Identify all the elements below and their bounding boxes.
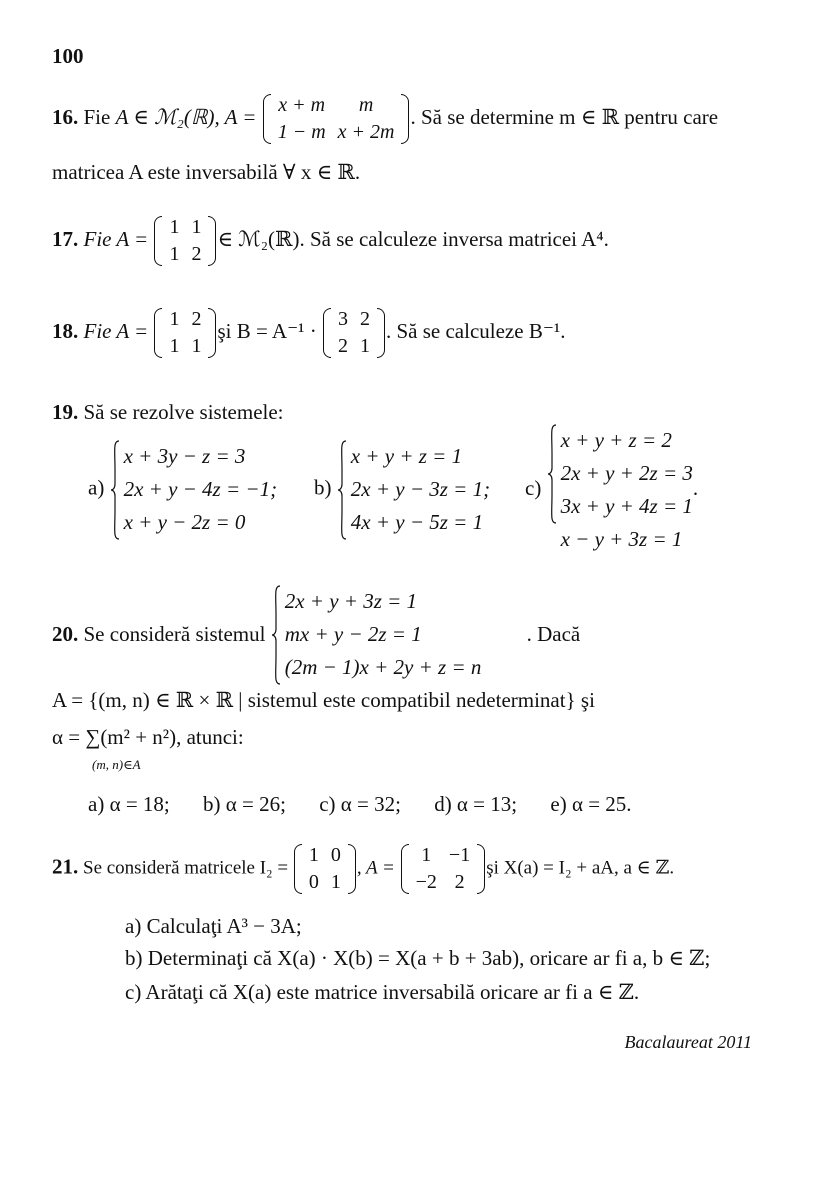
problem-17 <box>52 214 609 268</box>
matrix-cell: 2 <box>454 871 465 893</box>
equation: (2m − 1)x + 2y + z = n <box>284 655 482 679</box>
equation-system <box>337 440 490 539</box>
matrix-A <box>153 214 217 268</box>
problem-text: Să se rezolve sistemele: <box>83 400 284 424</box>
system-label: a) <box>88 475 105 500</box>
answer-option: e) α = 25. <box>550 792 632 816</box>
equation: mx + y − 2z = 1 <box>284 622 422 646</box>
matrix-cell: 1 − m <box>277 121 326 143</box>
problem-text: . Să se determine m ∈ ℝ pentru care <box>410 104 719 129</box>
problem-text: şi X(a) = I₂ + aA, a ∈ ℤ. <box>486 857 675 879</box>
matrix-cell: 1 <box>169 216 180 238</box>
matrix-B <box>322 306 386 360</box>
matrix-cell: 2 <box>359 308 370 330</box>
problem-text: Se consideră sistemul <box>83 622 266 646</box>
source-credit: Bacalaureat 2011 <box>624 1032 752 1052</box>
matrix-cell: 3 <box>337 308 348 330</box>
problem-number: 21. <box>52 854 79 879</box>
matrix-cell: 1 <box>359 335 370 357</box>
problem-text: . Să se calculeze B⁻¹. <box>385 318 566 343</box>
equation: 2x + y + 3z = 1 <box>284 589 418 613</box>
matrix-cell: −1 <box>448 844 471 866</box>
equation-system <box>271 585 482 684</box>
problem-text: , A = <box>356 857 395 879</box>
equation-system <box>547 424 693 556</box>
brace-icon <box>271 585 281 685</box>
matrix-cell: 2 <box>337 335 348 357</box>
problem-number: 19. <box>52 400 79 424</box>
system-a <box>88 440 277 539</box>
matrix-cell: −2 <box>415 871 437 893</box>
problem-19 <box>52 400 284 425</box>
problem-text: Se consideră matricele I₂ = <box>83 857 289 879</box>
problem-number: 18. <box>52 318 79 343</box>
matrix-A <box>153 306 217 360</box>
matrix-cell: 0 <box>308 871 319 893</box>
problem-text: ∈ ℳ₂(ℝ). Să se calculeze inversa matricei A⁴. <box>217 226 609 251</box>
system-label: c) <box>525 475 542 500</box>
problem-16-line2: matricea A este inversabilă ∀ x ∈ ℝ. <box>52 160 361 184</box>
matrix-cell: 1 <box>330 871 341 893</box>
matrix-cell: x + 2m <box>337 121 395 143</box>
brace-icon <box>547 424 557 524</box>
equation: x + 3y − z = 3 <box>123 444 246 468</box>
problem-number: 16. <box>52 104 79 129</box>
matrix-cell: 1 <box>191 335 202 357</box>
problem-text: Fie <box>83 104 111 129</box>
equation: x + y + z = 2 <box>560 428 672 452</box>
problem-text: Fie A = <box>83 318 149 343</box>
equation: 2x + y − 4z = −1; <box>123 477 278 501</box>
sum-index: (m, n)∈A <box>92 757 141 772</box>
system-b <box>314 440 490 539</box>
problem-text: Fie A = <box>83 226 149 251</box>
problem-text: A ∈ ℳ₂(ℝ), A = <box>115 104 257 129</box>
matrix-I2 <box>293 842 357 896</box>
answer-option: c) α = 32; <box>319 792 401 816</box>
matrix-cell: 0 <box>330 844 341 866</box>
matrix-cell: 1 <box>169 308 180 330</box>
sub-item-a: a) Calculaţi A³ − 3A; <box>125 914 302 938</box>
answer-option: b) α = 26; <box>203 792 286 816</box>
equation: 4x + y − 5z = 1 <box>350 510 484 534</box>
page-number: 100 <box>52 44 84 68</box>
matrix-A <box>262 92 411 146</box>
equation: x − y + 3z = 1 <box>560 527 683 551</box>
system-c <box>525 424 698 556</box>
matrix-cell: 1 <box>421 844 432 866</box>
answer-options <box>88 792 632 817</box>
problem-18 <box>52 306 565 360</box>
matrix-cell: m <box>358 94 374 116</box>
matrix-A <box>400 842 487 896</box>
equation: 3x + y + 4z = 1 <box>560 494 693 518</box>
alpha-definition: α = ∑(m² + n²), atunci: <box>52 725 244 749</box>
brace-icon <box>337 440 347 540</box>
sub-item-b: b) Determinaţi că X(a) · X(b) = X(a + b + 3ab), oricare ar fi a, b ∈ ℤ; <box>125 946 711 970</box>
answer-option: d) α = 13; <box>434 792 518 816</box>
equation-system <box>110 440 278 539</box>
equation: x + y + z = 1 <box>350 444 463 468</box>
problem-21 <box>52 842 674 896</box>
system-end: . <box>692 475 699 500</box>
answer-option: a) α = 18; <box>88 792 170 816</box>
matrix-cell: x + m <box>278 94 326 116</box>
matrix-cell: 1 <box>308 844 319 866</box>
matrix-cell: 2 <box>191 243 202 265</box>
system-label: b) <box>314 475 332 500</box>
matrix-cell: 1 <box>191 216 202 238</box>
matrix-cell: 1 <box>169 335 180 357</box>
matrix-cell: 2 <box>191 308 202 330</box>
set-definition: A = {(m, n) ∈ ℝ × ℝ | sistemul este compatibil nedeterminat} şi <box>52 688 595 712</box>
sub-item-c: c) Arătaţi că X(a) este matrice inversabilă oricare ar fi a ∈ ℤ. <box>125 980 640 1004</box>
problem-text: şi B = A⁻¹ · <box>217 318 317 343</box>
problem-16 <box>52 92 718 146</box>
problem-number: 17. <box>52 226 79 251</box>
problem-text: . Dacă <box>526 622 581 646</box>
equation: x + y − 2z = 0 <box>123 510 246 534</box>
matrix-cell: 1 <box>169 243 180 265</box>
equation: 2x + y − 3z = 1; <box>350 477 491 501</box>
problem-20 <box>52 585 580 684</box>
brace-icon <box>110 440 120 540</box>
equation: 2x + y + 2z = 3 <box>560 461 693 485</box>
problem-number: 20. <box>52 622 79 646</box>
